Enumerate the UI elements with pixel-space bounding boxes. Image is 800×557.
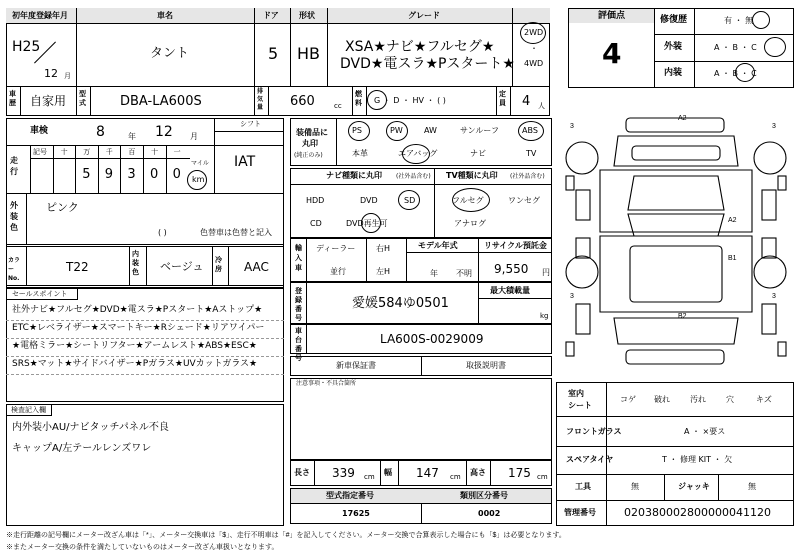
chassis-value: LA600S-0029009 (380, 332, 484, 346)
circle-mark (764, 37, 786, 57)
row2 (6, 86, 550, 116)
odometer-digit: 3 (127, 167, 136, 182)
management-label: 管理番号 (564, 508, 596, 517)
odometer-header: 百 (128, 148, 136, 156)
spare-tire-label: スペアタイヤ (566, 455, 614, 464)
repair-label: 修復歴 (660, 15, 688, 25)
model-label: 型式 (79, 90, 86, 107)
windshield-value: A ・ ×要ス (684, 427, 726, 436)
footer-note-2: ※またメーター交換の条件を満たしていないものはメーター改ざん車扱いとなります。 (6, 544, 279, 551)
inspection-month-unit: 月 (190, 132, 198, 141)
doors: 5 (268, 44, 279, 63)
doors-label: ドア (263, 11, 279, 20)
equipment-item: AW (424, 126, 437, 135)
grade-label: グレード (408, 11, 440, 20)
import-left-h: 左H (376, 267, 391, 276)
interior-color: ベージュ (160, 260, 204, 273)
max-load-label: 最大積載量 (490, 286, 530, 295)
tv-analog: アナログ (454, 219, 486, 228)
tire-3-br: 3 (772, 293, 776, 300)
inspector-label: 検査記入欄 (11, 406, 46, 414)
equipment-item: PS (352, 126, 362, 135)
tools-label: 工具 (575, 482, 591, 491)
width: 147 (416, 466, 439, 480)
seat-item: 破れ (654, 395, 670, 404)
circle-mark (752, 11, 770, 29)
capacity-unit: 人 (538, 102, 545, 110)
navi-dvd-playback: DVD再生可 (346, 219, 388, 228)
usage: 自家用 (30, 94, 67, 108)
seat-item: 汚れ (690, 395, 706, 404)
tire-3-tr: 3 (772, 123, 776, 130)
odometer-digit: 0 (172, 167, 181, 182)
inspection-month: 12 (155, 124, 173, 140)
footer-note-1: ※走行距離の記号欄にメーター改ざん車は「*」、メーター交換車は「$」、走行不明車は「#」を記入してください。メーター交換で合算表示した場合にも「$」は必要となります。 (6, 532, 566, 539)
displacement: 660 (290, 94, 315, 109)
color-note: 色替車は色替と記入 (200, 228, 272, 237)
navi-hdd: HDD (306, 196, 325, 205)
recycle-yen: 円 (542, 268, 550, 277)
car-diagram (558, 106, 794, 378)
seat-item: 穴 (726, 395, 734, 404)
recycle-label: リサイクル預託金 (484, 241, 547, 250)
sales-point-line: ETC★レベライザー★スマートキー★Rシェード★リアワイパー (12, 323, 265, 333)
mark-a2-right: A2 (728, 217, 737, 224)
type-designation-label: 型式指定番号 (326, 491, 374, 500)
ac-label: 冷房 (215, 256, 222, 273)
management-value: 020380002800000041120 (624, 506, 771, 519)
shape-label: 形状 (299, 11, 315, 20)
new-car-warranty: 新車保証書 (336, 361, 376, 370)
inspector-line1: 内外装小AU/ナビタッチパネル不良 (12, 422, 169, 433)
interior-seat-label: 室内 (568, 389, 584, 398)
odometer-header: 千 (105, 148, 113, 156)
equipment-label: 丸印 (302, 139, 318, 148)
max-load-unit: kg (540, 312, 549, 320)
shift-value: IAT (234, 154, 256, 170)
displacement-label: 排気量 (257, 88, 264, 111)
odometer-header: 一 (173, 148, 181, 156)
reg-month: 12 (44, 67, 58, 80)
odometer-header: 万 (83, 148, 91, 156)
inspector-line2: キャップA/左テールレンズワレ (12, 443, 152, 454)
type-designation-value: 17625 (342, 509, 370, 518)
shift-label: シフト (240, 120, 261, 128)
jack-value: 無 (748, 482, 756, 491)
length-label: 長さ (294, 468, 310, 477)
navi-sd: SD (404, 196, 416, 205)
color-label: 外装色 (10, 201, 18, 232)
navi-label: ナビ種類に丸印 (326, 171, 382, 180)
circle-mark (452, 188, 490, 212)
circle-mark (398, 190, 420, 210)
sales-point-line: SRS★マット★サイドバイザー★Pガラス★UVカットガラス★ (12, 359, 258, 369)
sales-point-line: 社外ナビ★フルセグ★DVD★電スラ★Pスタート★Aストップ★ (12, 305, 263, 315)
import-dealer: ディーラー (316, 244, 356, 253)
navi-cd: CD (310, 219, 322, 228)
owner-manual: 取扱説明書 (466, 361, 506, 370)
odometer-digit: 5 (82, 167, 91, 182)
odometer-header: 記号 (33, 148, 47, 156)
caution-label: 注意事項・不具合箇所 (296, 380, 357, 387)
model-year-unknown: 不明 (456, 269, 472, 278)
inspection-year: 8 (96, 124, 105, 140)
tv-oneseg: ワンセグ (508, 196, 540, 205)
height-unit: cm (537, 473, 548, 481)
km-label: km (192, 175, 205, 184)
windshield-label: フロントガラス (566, 427, 622, 436)
chassis-label: 車台番号 (295, 327, 302, 362)
color-code-label: カラーNo. (8, 257, 21, 282)
exterior-value: A ・ B ・ C (714, 43, 757, 52)
mark-b1-right: B1 (728, 255, 737, 262)
odometer-header: 十 (60, 148, 68, 156)
reg-year: H25 (12, 39, 41, 55)
seat-item: コゲ (620, 395, 636, 404)
length: 339 (332, 466, 355, 480)
interior-color-label: 内装色 (132, 250, 139, 276)
reg-year-label: 初年度登録年月 (12, 11, 68, 20)
sales-points-label: セールスポイント (12, 290, 68, 298)
mileage-label: 走行 (10, 156, 18, 176)
car-name: タント (150, 46, 190, 61)
circle-mark (735, 63, 755, 82)
fuel-label: 燃料 (355, 90, 362, 107)
drive-dot: ・ (530, 44, 538, 53)
width-label: 幅 (384, 468, 392, 477)
import-label: 輸入車 (295, 244, 302, 272)
seat-item: キズ (756, 395, 772, 404)
inspection-label: 車検 (30, 126, 49, 136)
caution-box (290, 378, 552, 460)
import-right-h: 右H (376, 244, 391, 253)
equipment-item: サンルーフ (460, 126, 499, 135)
height: 175 (508, 466, 531, 480)
class-number-label: 類別区分番号 (460, 491, 508, 500)
equipment-item: TV (526, 149, 537, 158)
circle-mark (187, 170, 207, 190)
color-code: T22 (66, 260, 89, 274)
width-unit: cm (450, 473, 461, 481)
seat-label: シート (568, 401, 592, 410)
circle-mark (361, 213, 381, 233)
exterior-label: 外装 (664, 42, 683, 52)
jack-label: ジャッキ (678, 482, 710, 491)
height-label: 高さ (470, 468, 486, 477)
inspection-year-unit: 年 (128, 132, 136, 141)
car-name-label: 車名 (157, 11, 173, 20)
class-number-value: 0002 (478, 509, 501, 518)
circle-mark (367, 90, 387, 110)
tire-3-tl: 3 (570, 123, 574, 130)
ac-value: AAC (244, 260, 269, 274)
color-value: ピンク (46, 201, 79, 214)
odometer-digit: 9 (104, 167, 114, 182)
navi-dvd: DVD (360, 196, 378, 205)
drive-2wd: 2WD (524, 28, 544, 37)
spare-tire-value: T ・ 修理 KIT ・ 欠 (662, 455, 733, 464)
tv-sub: (社外品含む) (510, 173, 545, 180)
equipment-item: PW (390, 126, 403, 135)
recycle-value: 9,550 (494, 262, 529, 276)
score: 4 (602, 37, 622, 70)
color-code-row (6, 246, 284, 286)
capacity: 4 (522, 94, 531, 109)
grade-line2: DVD★電スラ★Pスタート★ (340, 56, 515, 72)
sales-point-line: ★電格ミラー★シートリフター★アームレスト★ABS★ESC★ (12, 341, 257, 351)
model-year-unit: 年 (430, 269, 438, 278)
grade-line1: XSA★ナビ★フルセグ★ (345, 39, 495, 55)
navi-sub: (社外品含む) (396, 173, 431, 180)
mark-b2-bottom: B2 (678, 313, 687, 320)
capacity-label: 定員 (499, 90, 506, 107)
odometer-digit: 0 (150, 167, 159, 182)
score-label: 評価点 (598, 11, 626, 21)
tools-value: 無 (631, 482, 639, 491)
tv-label: TV種類に丸印 (446, 171, 498, 180)
tire-3-bl: 3 (570, 293, 574, 300)
cc-unit: cc (334, 102, 342, 110)
shape: HB (297, 44, 321, 63)
month-unit: 月 (64, 72, 71, 80)
drive-4wd: 4WD (524, 59, 544, 68)
equipment-item: ナビ (470, 149, 486, 158)
registration-label: 登録番号 (295, 287, 302, 322)
mile-label: マイル (191, 160, 209, 167)
equipment-item: エアバッグ (398, 149, 438, 158)
usage-label: 車歴 (9, 90, 16, 107)
equipment-item: 本革 (352, 149, 368, 158)
import-parallel: 並行 (330, 267, 346, 276)
equipment-item: ABS (522, 126, 538, 135)
equipment-title: 装備品に (296, 128, 328, 137)
registration-value: 愛媛584ゆ0501 (352, 296, 449, 311)
length-unit: cm (364, 473, 375, 481)
interior-label: 内装 (664, 68, 683, 78)
mark-a2-top: A2 (678, 115, 687, 122)
fuel-value: G ・ D ・ HV ・ ( ) (374, 96, 446, 105)
interior-value: A ・ B ・ C (714, 69, 757, 78)
model: DBA-LA600S (120, 94, 202, 109)
tv-fullseg: フルセグ (452, 196, 484, 205)
model-year-label: モデル年式 (418, 241, 458, 250)
color-paren: ( ) (158, 228, 167, 237)
circle-mark (520, 22, 546, 44)
equipment-sublabel: (純正のみ) (294, 152, 323, 159)
odometer-header: 十 (151, 148, 158, 156)
repair-value: 有 ・ 無 (724, 16, 754, 25)
